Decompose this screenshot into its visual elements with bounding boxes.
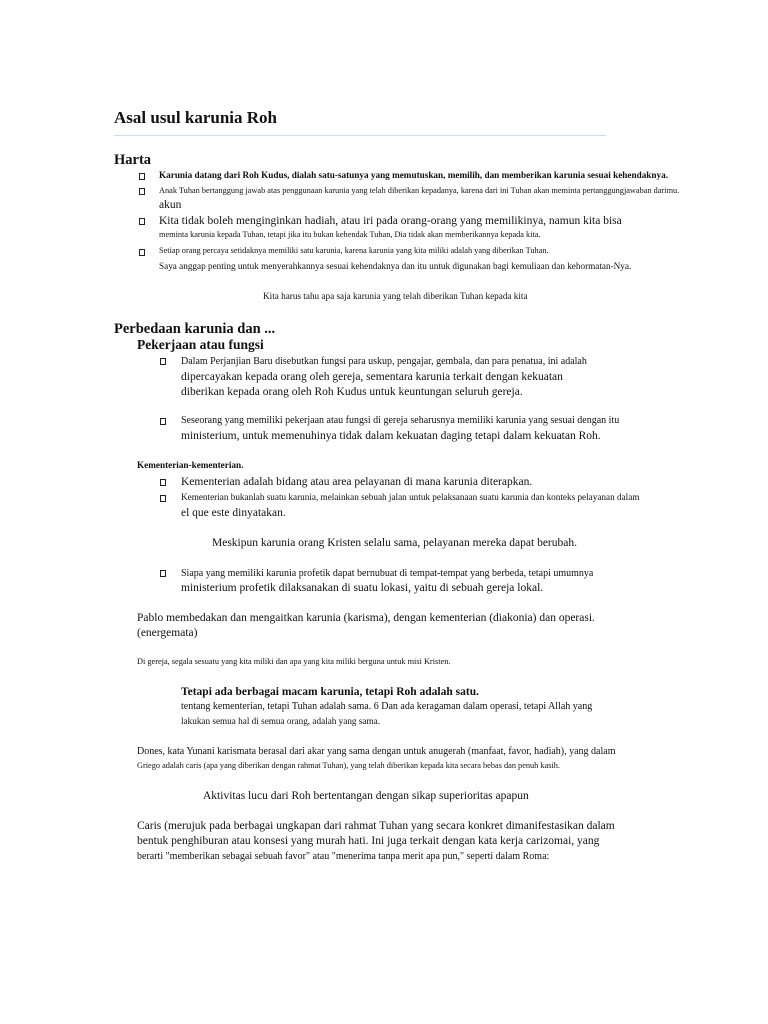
harta-center-note: Kita harus tahu apa saja karunia yang telah diberikan Tuhan kepada kita (263, 291, 528, 301)
dones-line-1: Dones, kata Yunani karismata berasal dari akar yang sama dengan untuk anugerah (manfaat, favor, hadiah), yang dalam (137, 746, 616, 757)
section-heading-harta: Harta (114, 152, 152, 168)
perbedaan-para-1-line-1: Dalam Perjanjian Baru disebutkan fungsi para uskup, pengajar, gembala, dan para penatua, ini adalah (181, 356, 587, 367)
perbedaan-para-2-line-1: Seseorang yang memiliki pekerjaan atau fungsi di gereja seharusnya memiliki karunia yang sesuai dengan itu (181, 415, 620, 426)
subheading-pekerjaan: Pekerjaan atau fungsi (137, 337, 264, 352)
harta-bullet-1: Karunia datang dari Roh Kudus, dialah satu-satunya yang memutuskan, memilih, dan memberikan karunia sesuai kehendaknya. (159, 170, 669, 180)
gereja-note: Di gereja, segala sesuatu yang kita miliki dan apa yang kita miliki berguna untuk misi Kristen. (137, 657, 451, 666)
title-divider (114, 135, 606, 136)
harta-bullet-3-line-1: Kita tidak boleh menginginkan hadiah, atau iri pada orang-orang yang memilikinya, namun kita bisa (159, 215, 622, 227)
quote-line-1: Tetapi ada berbagai macam karunia, tetapi Roh adalah satu. (181, 686, 479, 698)
perbedaan-para-1-line-2: dipercayakan kepada orang oleh gereja, sementara karunia terkait dengan kekuatan (181, 371, 563, 383)
caris-line-2: bentuk penghiburan atau konsesi yang murah hati. Ini juga terkait dengan kata kerja carizomai, yang (137, 835, 600, 847)
kementerian-bullet-2-line-1: Kementerian bukanlah suatu karunia, melainkan sebuah jalan untuk pelaksanaan suatu karunia dan konteks pelayanan dalam (181, 492, 640, 502)
bullet-icon (160, 418, 166, 425)
harta-bullet-4-line-1: Setiap orang percaya setidaknya memiliki satu karunia, karena karunia yang kita miliki adalah yang diberikan Tuhan. (159, 246, 549, 255)
pablo-line-2: (energemata) (137, 627, 198, 639)
bullet-icon (139, 218, 145, 225)
bullet-icon (160, 358, 166, 365)
kementerian-center-note: Meskipun karunia orang Kristen selalu sama, pelayanan mereka dapat berubah. (212, 537, 577, 549)
bullet-icon (139, 173, 145, 180)
kementerian-bullet-3-line-2: ministerium profetik dilaksanakan di suatu lokasi, yaitu di sebuah gereja lokal. (181, 582, 544, 594)
harta-bullet-2: Anak Tuhan bertanggung jawab atas penggunaan karunia yang telah diberikan kepadanya, karena dari ini Tuhan akan meminta pertanggungjawaban darimu. (159, 186, 680, 195)
section-heading-perbedaan: Perbedaan karunia dan ... (114, 321, 276, 337)
bullet-icon (139, 249, 145, 256)
kementerian-bullet-1: Kementerian adalah bidang atau area pelayanan di mana karunia diterapkan. (181, 476, 533, 488)
dones-line-2: Griego adalah caris (apa yang diberikan dengan rahmat Tuhan), yang telah diberikan kepada kita secara bebas dan penuh kasih. (137, 761, 560, 770)
page-title: Asal usul karunia Roh (114, 108, 277, 127)
harta-bullet-2-continued: akun (159, 199, 182, 211)
aktivitas-note: Aktivitas lucu dari Roh bertentangan dengan sikap superioritas apapun (203, 790, 529, 802)
kementerian-bullet-3-line-1: Siapa yang memiliki karunia profetik dapat bernubuat di tempat-tempat yang berbeda, tetapi umumnya (181, 568, 594, 579)
caris-line-1: Caris (merujuk pada berbagai ungkapan dari rahmat Tuhan yang secara konkret dimanifestasikan dalam (137, 820, 615, 832)
harta-bullet-4-line-2: Saya anggap penting untuk menyerahkannya sesuai kehendaknya dan itu untuk digunakan bagi kemuliaan dan kehormatan-Nya. (159, 261, 632, 271)
quote-line-2: tentang kementerian, tetapi Tuhan adalah sama. 6 Dan ada keragaman dalam operasi, tetapi Allah yang (181, 701, 593, 712)
harta-bullet-3-line-2: meminta karunia kepada Tuhan, tetapi jika itu bukan kehendak Tuhan, Dia tidak akan memberikannya kepada kita. (159, 230, 541, 239)
bullet-icon (160, 570, 166, 577)
caris-line-3: berarti "memberikan sebagai sebuah favor" atau "menerima tanpa merit apa pun," seperti dalam Roma: (137, 851, 550, 862)
bullet-icon (160, 495, 166, 502)
bullet-icon (139, 188, 145, 195)
pablo-line-1: Pablo membedakan dan mengaitkan karunia (karisma), dengan kementerian (diakonia) dan operasi. (137, 612, 595, 624)
bullet-icon (160, 479, 166, 486)
subheading-kementerian: Kementerian-kementerian. (137, 460, 244, 470)
perbedaan-para-1-line-3: diberikan kepada orang oleh Roh Kudus untuk keuntungan seluruh gereja. (181, 386, 523, 398)
perbedaan-para-2-line-2: ministerium, untuk memenuhinya tidak dalam kekuatan daging tetapi dalam kekuatan Roh. (181, 430, 601, 442)
quote-line-3: lakukan semua hal di semua orang, adalah yang sama. (181, 716, 380, 726)
kementerian-bullet-2-line-2: el que este dinyatakan. (181, 507, 286, 519)
